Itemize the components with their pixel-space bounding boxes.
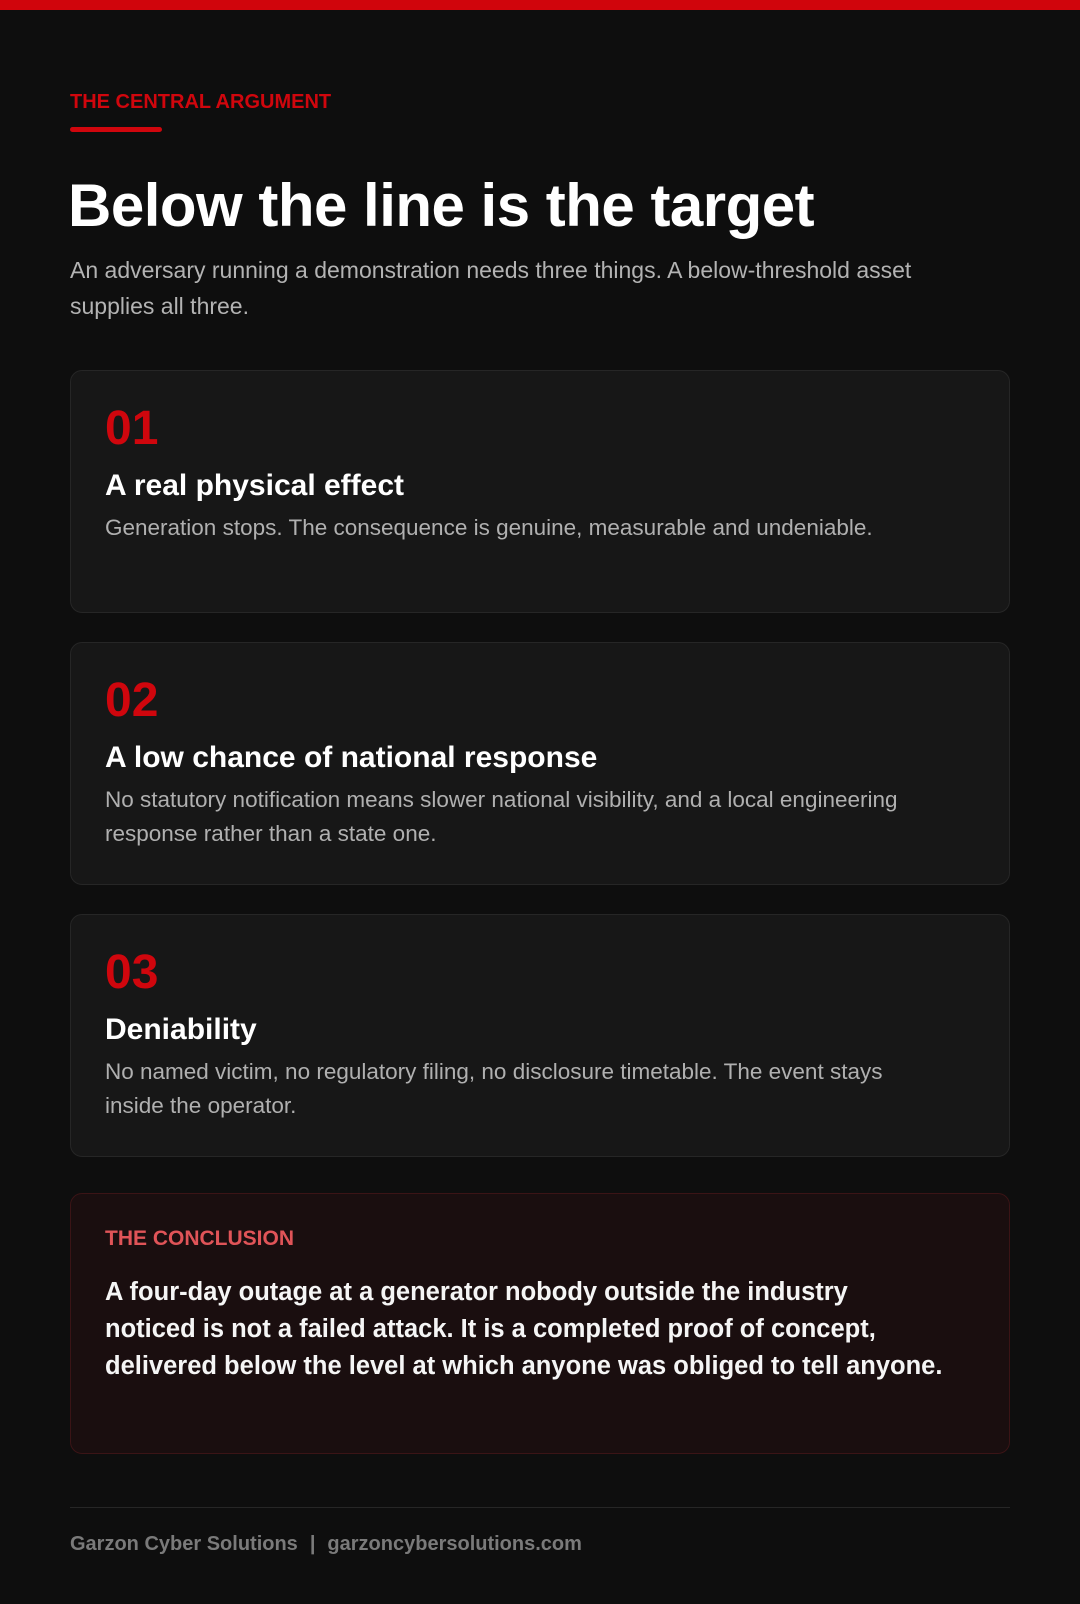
section-kicker: THE CENTRAL ARGUMENT xyxy=(70,91,332,113)
page-subtitle: An adversary running a demonstration needs three things. A below-threshold asset supplies all three. xyxy=(70,257,912,319)
footer xyxy=(70,1531,582,1557)
card-body: No named victim, no regulatory filing, no disclosure timetable. The event stays inside the operator. xyxy=(105,1059,883,1118)
conclusion-kicker: THE CONCLUSION xyxy=(105,1227,294,1250)
footer-separator: | xyxy=(309,1533,316,1555)
card-body: No statutory notification means slower national visibility, and a local engineering response rather than a state one. xyxy=(105,787,898,846)
card-title: A low chance of national response xyxy=(105,741,598,774)
card-number: 01 xyxy=(105,402,159,455)
footer-website-link[interactable]: garzoncybersolutions.com xyxy=(327,1533,582,1555)
argument-card-2 xyxy=(70,642,1010,885)
argument-card-1 xyxy=(70,370,1010,613)
footer-company: Garzon Cyber Solutions xyxy=(70,1533,298,1555)
card-title: A real physical effect xyxy=(105,469,405,502)
card-title: Deniability xyxy=(105,1013,257,1046)
argument-card-3 xyxy=(70,914,1010,1157)
footer-divider xyxy=(70,1507,1010,1508)
conclusion-text: A four-day outage at a generator nobody outside the industry noticed is not a failed attack. It is a completed proof of concept, delivered below the level at which anyone was obliged to tell anyone. xyxy=(105,1278,943,1380)
top-accent-bar xyxy=(0,0,1080,10)
page-title: Below the line is the target xyxy=(68,172,815,239)
card-number: 02 xyxy=(105,674,159,727)
kicker-underline xyxy=(70,127,162,132)
card-body: Generation stops. The consequence is genuine, measurable and undeniable. xyxy=(105,515,873,540)
card-number: 03 xyxy=(105,946,159,999)
conclusion-box xyxy=(70,1193,1010,1454)
